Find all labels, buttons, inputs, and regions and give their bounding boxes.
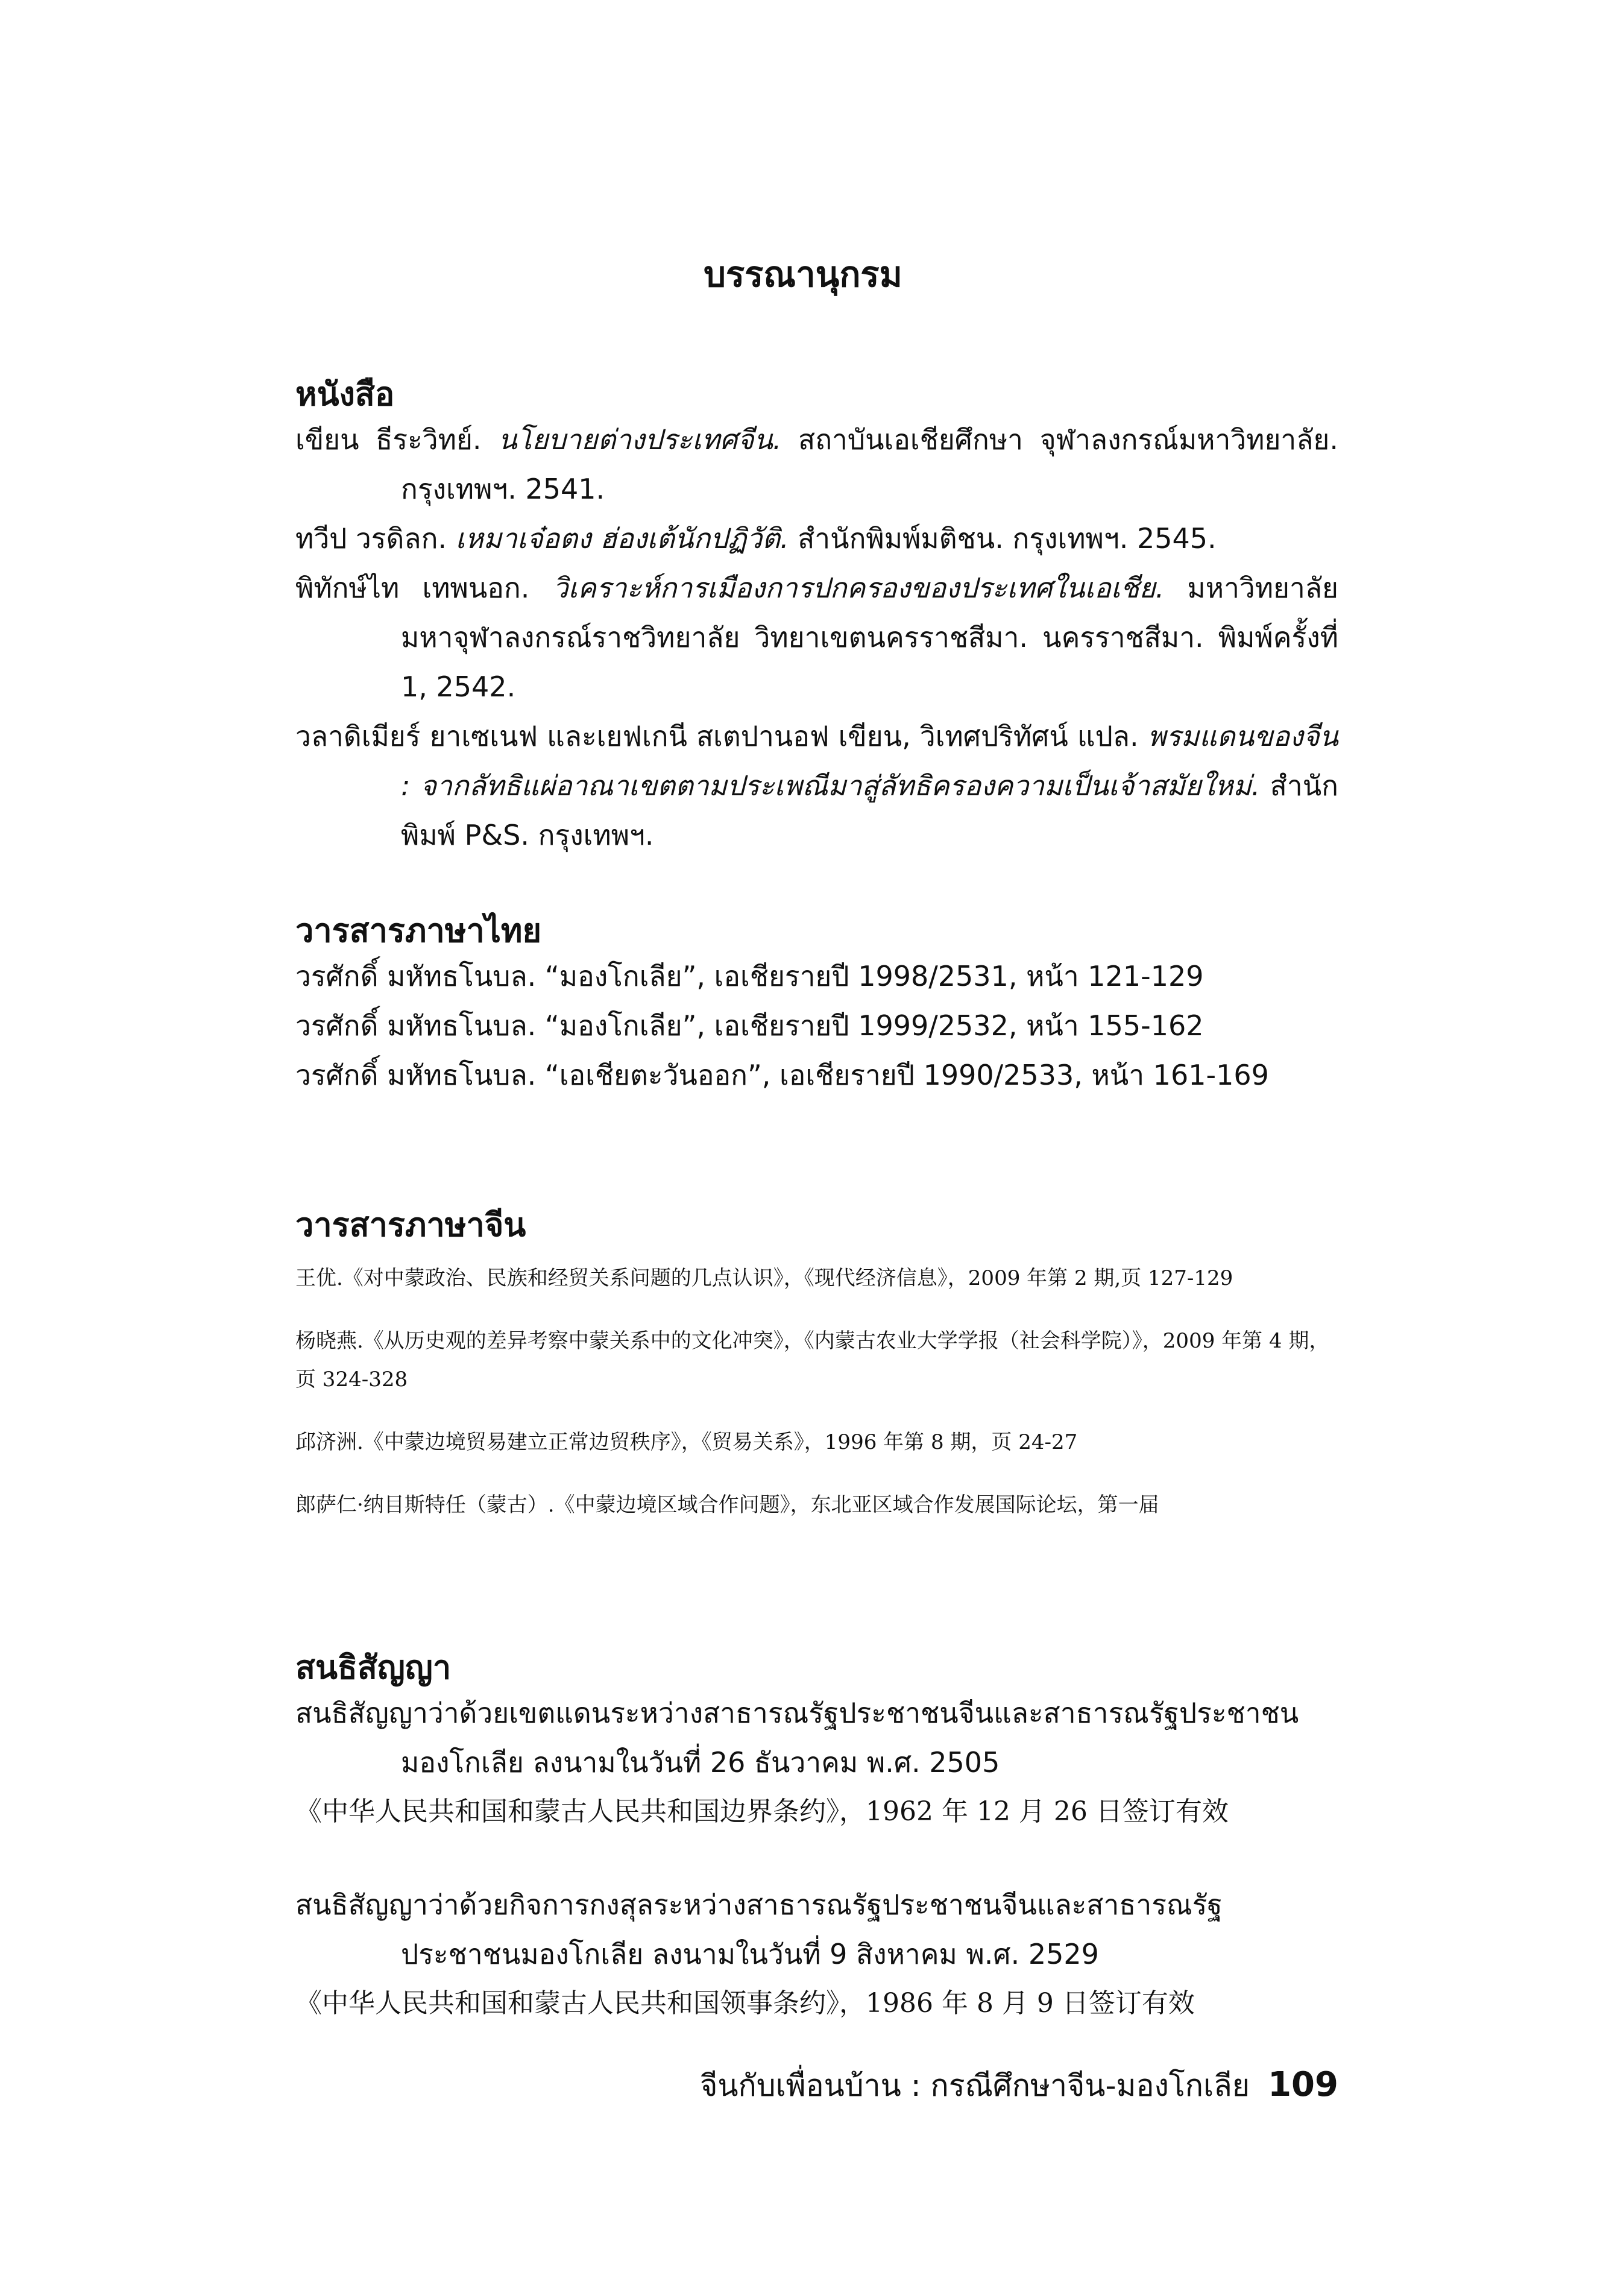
- journal-entry: 杨晓燕.《从历史观的差异考察中蒙关系中的文化冲突》，《内蒙古农业大学学报（社会科学院）》，2009 年第 4 期，页 324-328: [295, 1329, 1330, 1392]
- book-publisher: สถาบันเอเชียศึกษา จุฬาลงกรณ์มหาวิทยาลัย. กรุงเทพฯ. 2541.: [401, 423, 1338, 505]
- journal-entry: วรศักดิ์ มหัทธโนบล. “เอเชียตะวันออก”, เอเชียรายปี 1990/2533, หน้า 161-169: [295, 1059, 1269, 1091]
- section-heading-thai-journals: วารสารภาษาไทย: [295, 912, 542, 950]
- page-title: บรรณานุกรม: [704, 254, 902, 295]
- treaty-thai: สนธิสัญญาว่าด้วยเขตแดนระหว่างสาธารณรัฐประชาชนจีนและสาธารณรัฐประชาชนมองโกเลีย ลงนามในวันที่ 26 ธันวาคม พ.ศ. 2505: [295, 1697, 1299, 1779]
- treaty-chinese: 《中华人民共和国和蒙古人民共和国领事条约》，1986 年 8 月 9 日签订有效: [295, 1988, 1195, 2019]
- section-heading-chinese-journals: วารสารภาษาจีน: [295, 1206, 526, 1244]
- book-entry: [295, 563, 1338, 711]
- book-entry: [295, 415, 1338, 514]
- journal-entry: 郎萨仁·纳目斯特任（蒙古）.《中蒙边境区域合作问题》，东北亚区域合作发展国际论坛，第一届: [295, 1493, 1159, 1517]
- book-publisher: สำนักพิมพ์มติชน. กรุงเทพฯ. 2545.: [789, 522, 1217, 555]
- book-entry: [295, 514, 1338, 563]
- journal-entry: วรศักดิ์ มหัทธโนบล. “มองโกเลีย”, เอเชียรายปี 1998/2531, หน้า 121-129: [295, 960, 1204, 992]
- page-footer: [295, 2062, 1338, 2110]
- treaty-thai: สนธิสัญญาว่าด้วยกิจการกงสุลระหว่างสาธารณรัฐประชาชนจีนและสาธารณรัฐประชาชนมองโกเลีย ลงนามในวันที่ 9 สิงหาคม พ.ศ. 2529: [295, 1888, 1223, 1970]
- treaty-chinese: 《中华人民共和国和蒙古人民共和国边界条约》，1962 年 12 月 26 日签订有效: [295, 1796, 1229, 1827]
- book-author: ทวีป วรดิลก.: [295, 522, 456, 555]
- section-heading-treaties: สนธิสัญญา: [295, 1648, 452, 1686]
- book-title: พรมแดนของจีน : จากลัทธิแผ่อาณาเขตตามประเพณีมาสู่ลัทธิครองความเป็นเจ้าสมัยใหม่.: [401, 720, 1338, 802]
- book-entry: [295, 711, 1338, 860]
- book-author: เขียน ธีระวิทย์.: [295, 423, 499, 456]
- book-publisher: สำนักพิมพ์ P&S. กรุงเทพฯ.: [401, 769, 1338, 851]
- page-number: 109: [1268, 2065, 1338, 2104]
- book-title: นโยบายต่างประเทศจีน.: [498, 423, 782, 456]
- book-publisher: มหาวิทยาลัยมหาจุฬาลงกรณ์ราชวิทยาลัย วิทยาเขตนครราชสีมา. นครราชสีมา. พิมพ์ครั้งที่ 1, 2542.: [401, 572, 1338, 703]
- journal-entry: 王优.《对中蒙政治、民族和经贸关系问题的几点认识》，《现代经济信息》，2009 年第 2 期,页 127-129: [295, 1266, 1233, 1290]
- book-title: เหมาเจ๋อตง ฮ่องเต้นักปฏิวัติ.: [455, 522, 789, 555]
- book-author: พิทักษ์ไท เทพนอก.: [295, 572, 553, 604]
- journal-entry: วรศักดิ์ มหัทธโนบล. “มองโกเลีย”, เอเชียรายปี 1999/2532, หน้า 155-162: [295, 1009, 1204, 1042]
- book-title: วิเคราะห์การเมืองการปกครองของประเทศในเอเชีย.: [552, 572, 1165, 604]
- treaty-1: [295, 1688, 1338, 1837]
- journal-entry: 邱济洲.《中蒙边境贸易建立正常边贸秩序》，《贸易关系》，1996 年第 8 期，页 24-27: [295, 1430, 1078, 1454]
- chinese-journals-list: [295, 1259, 1338, 1548]
- treaty-2: [295, 1880, 1338, 2028]
- running-title: จีนกับเพื่อนบ้าน : กรณีศึกษาจีน-มองโกเลีย: [700, 2068, 1250, 2103]
- section-heading-books: หนังสือ: [295, 375, 395, 413]
- books-list: [295, 415, 1338, 860]
- book-author: วลาดิเมียร์ ยาเซเนฟ และเยฟเกนี สเตปานอฟ เขียน, วิเทศปริทัศน์ แปล.: [295, 720, 1148, 752]
- thai-journals-list: [295, 951, 1338, 1100]
